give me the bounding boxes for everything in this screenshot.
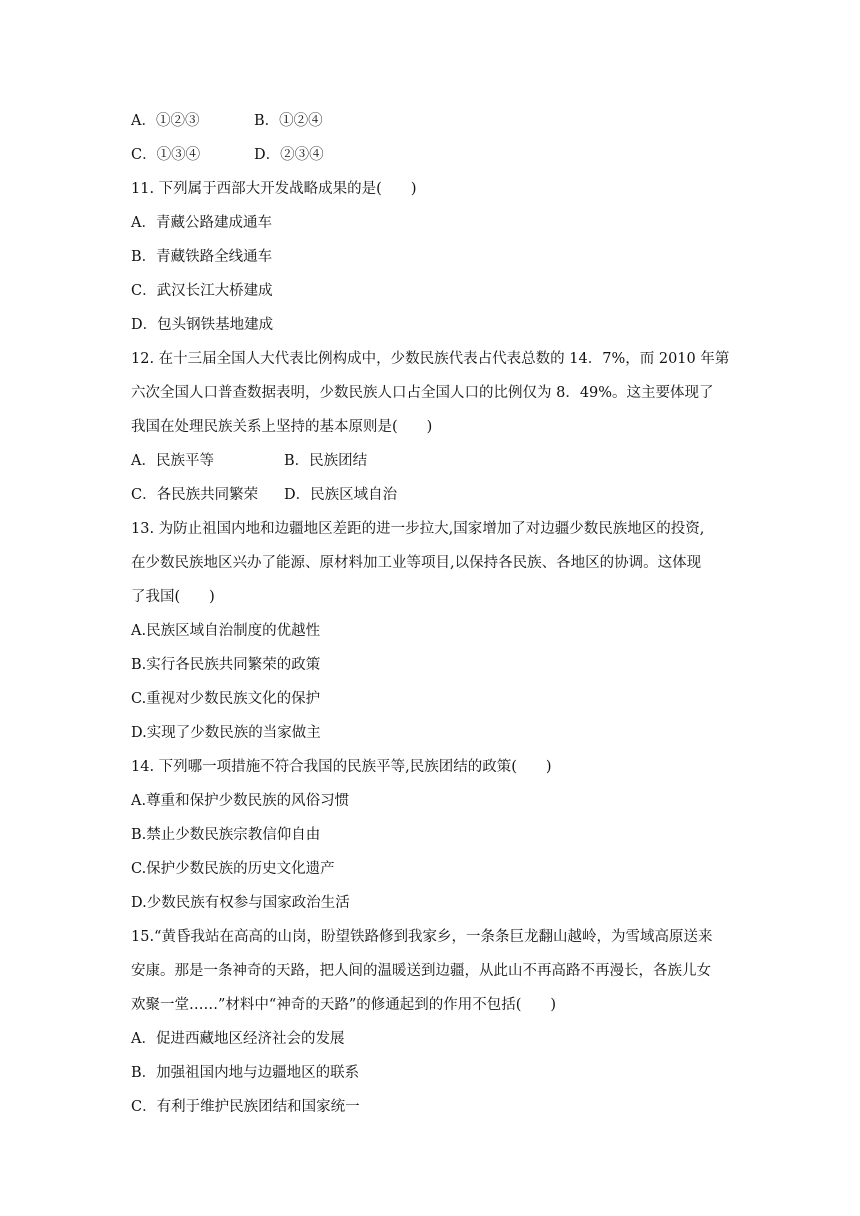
q11-option-b: B．青藏铁路全线通车 — [131, 249, 273, 265]
q15-stem-line-1: 15.“黄昏我站在高高的山岗，盼望铁路修到我家乡，一条条巨龙翻山越岭，为雪域高原送来 — [131, 929, 713, 945]
q12-stem-line-3: 我国在处理民族关系上坚持的基本原则是( ) — [131, 419, 433, 435]
q15-option-c: C．有利于维护民族团结和国家统一 — [131, 1099, 360, 1115]
q12-option-d: D．民族区域自治 — [284, 487, 398, 503]
q10-option-a: A．①②③ — [131, 113, 200, 129]
q13-option-a: A.民族区域自治制度的优越性 — [131, 623, 321, 639]
q12-options-row-2 — [131, 485, 398, 505]
q14-option-c: C.保护少数民族的历史文化遗产 — [131, 861, 335, 877]
q12-stem-line-1: 12. 在十三届全国人大代表比例构成中，少数民族代表占代表总数的 14．7%，而 2010 年第 — [131, 351, 730, 367]
q14-option-d: D.少数民族有权参与国家政治生活 — [131, 895, 350, 911]
q13-stem-line-3: 了我国( ) — [131, 589, 215, 605]
q12-options-row-1 — [131, 451, 368, 471]
q13-option-c: C.重视对少数民族文化的保护 — [131, 691, 321, 707]
q15-stem-line-2: 安康。那是一条神奇的天路，把人间的温暖送到边疆，从此山不再高路不再漫长，各族儿女 — [131, 963, 711, 979]
q13-stem-line-1: 13. 为防止祖国内地和边疆地区差距的进一步拉大,国家增加了对边疆少数民族地区的投资, — [131, 521, 705, 537]
q11-stem: 11. 下列属于西部大开发战略成果的是( ) — [131, 181, 417, 197]
q11-option-c: C．武汉长江大桥建成 — [131, 283, 273, 299]
q11-option-a: A．青藏公路建成通车 — [131, 215, 272, 231]
q12-stem-line-2: 六次全国人口普查数据表明，少数民族人口占全国人口的比例仅为 8．49%。这主要体现了 — [131, 385, 714, 401]
q10-option-c: C．①③④ — [131, 147, 201, 163]
q12-option-c: C．各民族共同繁荣 — [131, 487, 259, 503]
q13-stem-line-2: 在少数民族地区兴办了能源、原材料加工业等项目,以保持各民族、各地区的协调。这体现 — [131, 555, 702, 571]
q15-stem-line-3: 欢聚一堂……”材料中“神奇的天路”的修通起到的作用不包括( ) — [131, 997, 557, 1013]
q10-option-d: D．②③④ — [254, 147, 324, 163]
q10-options-row-2 — [131, 145, 324, 165]
q13-option-d: D.实现了少数民族的当家做主 — [131, 725, 321, 741]
q10-options-row-1 — [131, 111, 323, 131]
q12-option-b: B．民族团结 — [284, 453, 368, 469]
q10-option-b: B．①②④ — [254, 113, 323, 129]
q13-option-b: B.实行各民族共同繁荣的政策 — [131, 657, 321, 673]
q14-stem: 14. 下列哪一项措施不符合我国的民族平等,民族团结的政策( ) — [131, 759, 552, 775]
q11-option-d: D．包头钢铁基地建成 — [131, 317, 274, 333]
q15-option-a: A．促进西藏地区经济社会的发展 — [131, 1031, 345, 1047]
q12-option-a: A．民族平等 — [131, 453, 214, 469]
q15-option-b: B．加强祖国内地与边疆地区的联系 — [131, 1065, 360, 1081]
q14-option-a: A.尊重和保护少数民族的风俗习惯 — [131, 793, 350, 809]
q14-option-b: B.禁止少数民族宗教信仰自由 — [131, 827, 321, 843]
